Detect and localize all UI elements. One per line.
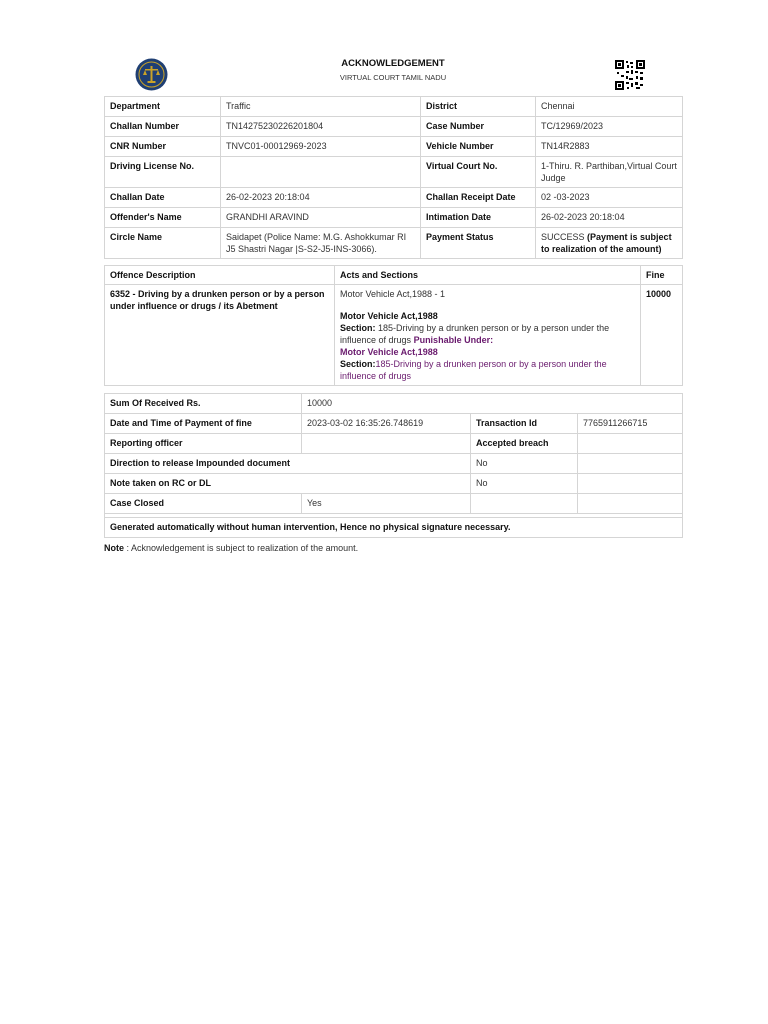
footer-note — [104, 543, 682, 553]
offender-value: GRANDHI ARAVIND — [221, 208, 421, 228]
note-rc-value: No — [471, 474, 578, 494]
act-title: Motor Vehicle Act,1988 — [340, 311, 438, 321]
punishable-label: Punishable Under: — [413, 335, 494, 345]
punish-section-text: 185-Driving by a drunken person or by a person under the influence of drugs — [340, 359, 607, 381]
payment-datetime-label: Date and Time of Payment of fine — [105, 414, 302, 434]
receipt-date-value: 02 -03-2023 — [536, 188, 683, 208]
empty-cell — [578, 494, 683, 514]
punish-section-line — [340, 358, 635, 382]
district-value: Chennai — [536, 97, 683, 117]
offence-description-header: Offence Description — [105, 266, 335, 285]
section-line — [340, 322, 635, 346]
challan-number-value: TN14275230226201804 — [221, 117, 421, 137]
vehicle-number-label: Vehicle Number — [421, 137, 536, 157]
department-value: Traffic — [221, 97, 421, 117]
empty-cell — [471, 494, 578, 514]
payment-status-note: (Payment is subject to realization of the amount) — [541, 232, 672, 254]
driving-license-value — [221, 157, 421, 188]
empty-cell — [578, 454, 683, 474]
table-row — [105, 285, 683, 386]
table-row — [105, 117, 683, 137]
table-row — [105, 208, 683, 228]
section-text: 185-Driving by a drunken person or by a person under the influence of drugs — [340, 323, 610, 345]
virtual-court-value: 1-Thiru. R. Parthiban,Virtual Court Judge — [536, 157, 683, 188]
cnr-number-label: CNR Number — [105, 137, 221, 157]
table-row — [105, 137, 683, 157]
page-title: ACKNOWLEDGEMENT — [341, 58, 445, 69]
cnr-number-value: TNVC01-00012969-2023 — [221, 137, 421, 157]
section-label: Section: — [340, 323, 376, 333]
circle-value: Saidapet (Police Name: M.G. Ashokkumar RI J5 Shastri Nagar |S-S2-J5-INS-3066). — [221, 228, 421, 259]
department-label: Department — [105, 97, 221, 117]
accepted-breach-label: Accepted breach — [471, 434, 578, 454]
table-row — [105, 474, 683, 494]
table-row — [105, 228, 683, 259]
receipt-date-label: Challan Receipt Date — [421, 188, 536, 208]
payment-status-value — [536, 228, 683, 259]
fine-header: Fine — [641, 266, 683, 285]
offender-label: Offender's Name — [105, 208, 221, 228]
table-row — [105, 188, 683, 208]
case-closed-label: Case Closed — [105, 494, 302, 514]
payment-table — [104, 393, 683, 538]
challan-date-label: Challan Date — [105, 188, 221, 208]
note-text: : Acknowledgement is subject to realization of the amount. — [124, 543, 359, 553]
case-number-value: TC/12969/2023 — [536, 117, 683, 137]
table-row — [105, 394, 683, 414]
payment-datetime-value: 2023-03-02 16:35:26.748619 — [302, 414, 471, 434]
punish-act: Motor Vehicle Act,1988 — [340, 347, 438, 357]
note-label: Note — [104, 543, 124, 553]
intimation-value: 26-02-2023 20:18:04 — [536, 208, 683, 228]
case-closed-value: Yes — [302, 494, 471, 514]
empty-cell — [578, 474, 683, 494]
circle-label: Circle Name — [105, 228, 221, 259]
challan-date-value: 26-02-2023 20:18:04 — [221, 188, 421, 208]
note-rc-label: Note taken on RC or DL — [105, 474, 471, 494]
fine-value: 10000 — [641, 285, 683, 386]
table-row — [105, 266, 683, 285]
table-row — [105, 97, 683, 117]
intimation-label: Intimation Date — [421, 208, 536, 228]
sum-received-label: Sum Of Received Rs. — [105, 394, 302, 414]
page-subtitle: VIRTUAL COURT TAMIL NADU — [339, 73, 447, 82]
offence-description: 6352 - Driving by a drunken person or by a person under influence or drugs / its Abetment — [105, 285, 335, 386]
punish-section-label: Section: — [340, 359, 376, 369]
table-row — [105, 454, 683, 474]
payment-status-text: SUCCESS — [541, 232, 585, 242]
district-label: District — [421, 97, 536, 117]
offence-table — [104, 265, 683, 386]
case-number-label: Case Number — [421, 117, 536, 137]
table-row — [105, 414, 683, 434]
challan-info-table — [104, 96, 683, 259]
acknowledgement-page — [104, 56, 682, 553]
accepted-breach-value — [578, 434, 683, 454]
direction-release-label: Direction to release Impounded document — [105, 454, 471, 474]
challan-number-label: Challan Number — [105, 117, 221, 137]
driving-license-label: Driving License No. — [105, 157, 221, 188]
table-row — [105, 494, 683, 514]
transaction-id-value: 7765911266715 — [578, 414, 683, 434]
reporting-officer-label: Reporting officer — [105, 434, 302, 454]
qr-code-icon — [615, 60, 645, 90]
table-row — [105, 157, 683, 188]
sum-received-value: 10000 — [302, 394, 683, 414]
header — [104, 56, 682, 96]
direction-release-value: No — [471, 454, 578, 474]
act-line: Motor Vehicle Act,1988 - 1 — [340, 289, 446, 299]
virtual-court-label: Virtual Court No. — [421, 157, 536, 188]
payment-status-label: Payment Status — [421, 228, 536, 259]
transaction-id-label: Transaction Id — [471, 414, 578, 434]
vehicle-number-value: TN14R2883 — [536, 137, 683, 157]
table-row — [105, 518, 683, 538]
reporting-officer-value — [302, 434, 471, 454]
acts-sections-cell — [335, 285, 641, 386]
acts-sections-header: Acts and Sections — [335, 266, 641, 285]
generated-statement: Generated automatically without human intervention, Hence no physical signature necessary. — [105, 518, 683, 538]
table-row — [105, 434, 683, 454]
